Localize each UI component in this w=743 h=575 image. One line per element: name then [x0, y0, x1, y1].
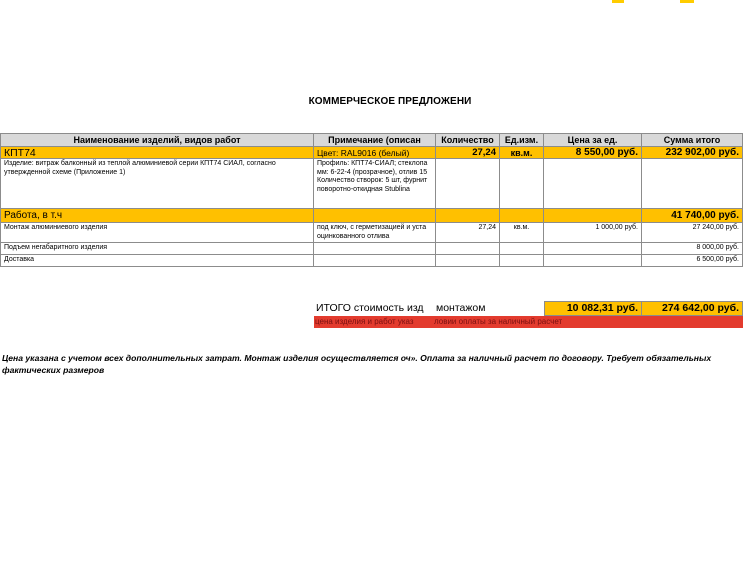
total-label-left: ИТОГО стоимость изд — [316, 302, 424, 314]
product-note: Цвет: RAL9016 (белый) — [314, 147, 436, 159]
red-condition-right: ловии оплаты за наличный расчет — [434, 316, 743, 328]
page-title: КОММЕРЧЕСКОЕ ПРЕДЛОЖЕНИ — [308, 96, 472, 107]
product-name: КПТ74 — [0, 147, 314, 159]
red-condition-left: цена изделия и работ указ — [314, 316, 434, 328]
empty-cell — [436, 255, 500, 267]
total-label — [314, 301, 544, 316]
total-price: 10 082,31 руб. — [544, 301, 642, 316]
empty-cell — [314, 243, 436, 255]
empty-cell — [314, 255, 436, 267]
header-unit: Ед.изм. — [500, 133, 544, 147]
top-mark — [612, 0, 624, 3]
total-label-right: монтажом — [436, 302, 486, 314]
empty-cell — [500, 243, 544, 255]
empty-cell — [436, 209, 500, 223]
total-sum: 274 642,00 руб. — [642, 301, 743, 316]
empty-cell — [500, 159, 544, 209]
work-item-sum: 27 240,00 руб. — [642, 223, 743, 243]
table-header — [0, 133, 743, 147]
product-details: Профиль: КПТ74-СИАЛ; стеклопа мм: 6-22-4 (прозрачное), отлив 15 Количество створок: 5 шт, фурнит поворотно-откидная Stublina — [314, 159, 436, 209]
header-name: Наименование изделий, видов работ — [0, 133, 314, 147]
header-sum: Сумма итого — [642, 133, 743, 147]
empty-cell — [544, 243, 642, 255]
product-description-row — [0, 159, 743, 209]
header-price: Цена за ед. — [544, 133, 642, 147]
work-item-qty: 27,24 — [436, 223, 500, 243]
work-item-sum: 6 500,00 руб. — [642, 255, 743, 267]
work-item-unit: кв.м. — [500, 223, 544, 243]
table-row — [0, 255, 743, 267]
empty-cell — [544, 209, 642, 223]
work-item-price: 1 000,00 руб. — [544, 223, 642, 243]
empty-cell — [314, 209, 436, 223]
header-qty: Количество — [436, 133, 500, 147]
product-row — [0, 147, 743, 159]
empty-cell — [544, 255, 642, 267]
work-item-name: Подъем негабаритного изделия — [0, 243, 314, 255]
work-item-name: Доставка — [0, 255, 314, 267]
product-unit: кв.м. — [500, 147, 544, 159]
works-name: Работа, в т.ч — [0, 209, 314, 223]
works-row — [0, 209, 743, 223]
work-item-note: под ключ, с герметизацией и уста оцинкованного отлива — [314, 223, 436, 243]
empty-cell — [544, 159, 642, 209]
product-sum: 232 902,00 руб. — [642, 147, 743, 159]
table-row — [0, 223, 743, 243]
top-mark — [680, 0, 694, 3]
works-sum: 41 740,00 руб. — [642, 209, 743, 223]
table-row — [0, 243, 743, 255]
empty-cell — [642, 159, 743, 209]
product-price: 8 550,00 руб. — [544, 147, 642, 159]
product-qty: 27,24 — [436, 147, 500, 159]
empty-cell — [436, 243, 500, 255]
footnote: Цена указана с учетом всех дополнительных затрат. Монтаж изделия осуществляется оч». Оплата за наличный расчет по договору. Требует обязательных фактических размеров — [2, 353, 712, 375]
work-item-name: Монтаж алюминиевого изделия — [0, 223, 314, 243]
product-description: Изделие: витраж балконный из теплой алюминиевой серии КПТ74 СИАЛ, согласно утвержденной схеме (Приложение 1) — [0, 159, 314, 209]
empty-cell — [436, 159, 500, 209]
header-note: Примечание (описан — [314, 133, 436, 147]
work-item-sum: 8 000,00 руб. — [642, 243, 743, 255]
empty-cell — [500, 209, 544, 223]
empty-cell — [500, 255, 544, 267]
